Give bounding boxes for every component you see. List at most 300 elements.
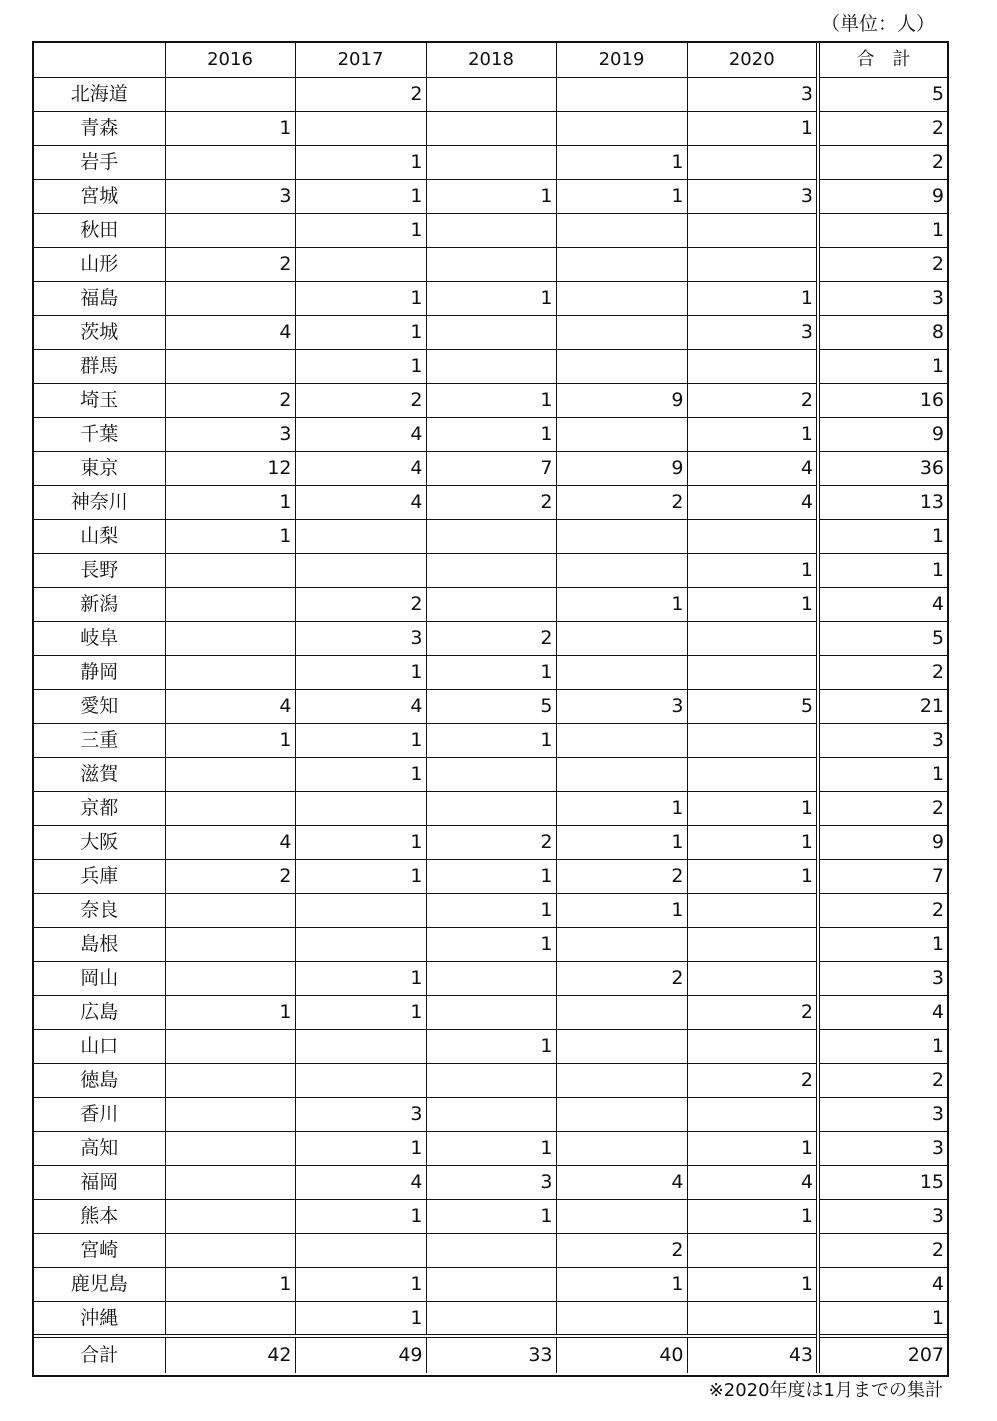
count-cell: 1 — [295, 859, 426, 893]
count-cell: 1 — [687, 553, 818, 587]
count-cell: 1 — [687, 417, 818, 451]
prefecture-name: 熊本 — [34, 1199, 165, 1233]
row-total-cell: 3 — [818, 1131, 947, 1165]
count-cell — [687, 1097, 818, 1131]
row-total-cell: 2 — [818, 247, 947, 281]
count-cell — [687, 621, 818, 655]
count-cell: 1 — [165, 723, 295, 757]
count-cell: 4 — [295, 417, 426, 451]
table-row — [34, 553, 947, 587]
prefecture-name: 山梨 — [34, 519, 165, 553]
prefecture-name: 宮城 — [34, 179, 165, 213]
count-cell: 3 — [165, 179, 295, 213]
header-cell-2020: 2020 — [687, 43, 818, 77]
row-total-cell: 2 — [818, 1233, 947, 1267]
count-cell — [165, 757, 295, 791]
count-cell: 1 — [426, 655, 556, 689]
count-cell: 2 — [556, 961, 687, 995]
count-cell — [165, 349, 295, 383]
row-total-cell: 1 — [818, 927, 947, 961]
header-cell-2016: 2016 — [165, 43, 295, 77]
prefecture-name: 東京 — [34, 451, 165, 485]
count-cell: 1 — [165, 995, 295, 1029]
table-row — [34, 1063, 947, 1097]
count-cell — [687, 1233, 818, 1267]
table-row — [34, 1131, 947, 1165]
count-cell: 4 — [687, 451, 818, 485]
count-cell: 1 — [556, 825, 687, 859]
count-cell — [295, 1029, 426, 1063]
count-cell — [426, 1301, 556, 1336]
prefecture-name: 千葉 — [34, 417, 165, 451]
count-cell: 4 — [687, 1165, 818, 1199]
count-cell: 1 — [426, 417, 556, 451]
row-total-cell: 1 — [818, 1301, 947, 1336]
count-cell: 3 — [426, 1165, 556, 1199]
count-cell: 4 — [295, 1165, 426, 1199]
prefecture-name: 福岡 — [34, 1165, 165, 1199]
count-cell — [295, 791, 426, 825]
count-cell — [556, 111, 687, 145]
header-cell-2017: 2017 — [295, 43, 426, 77]
count-cell — [687, 349, 818, 383]
prefecture-name: 京都 — [34, 791, 165, 825]
totals-row — [34, 1336, 947, 1373]
column-total-cell: 49 — [295, 1336, 426, 1373]
count-cell — [426, 111, 556, 145]
row-total-cell: 9 — [818, 417, 947, 451]
count-cell: 5 — [426, 689, 556, 723]
count-cell — [556, 1029, 687, 1063]
count-cell: 2 — [556, 1233, 687, 1267]
count-cell — [426, 1233, 556, 1267]
count-cell — [556, 77, 687, 111]
count-cell — [426, 519, 556, 553]
count-cell: 1 — [556, 791, 687, 825]
count-cell: 1 — [556, 179, 687, 213]
count-cell — [556, 621, 687, 655]
row-total-cell: 4 — [818, 1267, 947, 1301]
prefecture-name: 広島 — [34, 995, 165, 1029]
count-cell: 3 — [687, 315, 818, 349]
count-cell — [165, 1301, 295, 1336]
count-cell: 1 — [687, 791, 818, 825]
count-cell — [426, 1267, 556, 1301]
row-total-cell: 2 — [818, 893, 947, 927]
count-cell — [426, 1063, 556, 1097]
table-row — [34, 417, 947, 451]
table-row — [34, 1165, 947, 1199]
count-cell — [165, 655, 295, 689]
count-cell: 1 — [295, 1199, 426, 1233]
count-cell: 1 — [295, 213, 426, 247]
count-cell — [687, 1029, 818, 1063]
count-cell: 1 — [687, 1267, 818, 1301]
row-total-cell: 2 — [818, 791, 947, 825]
count-cell: 3 — [295, 1097, 426, 1131]
count-cell — [426, 791, 556, 825]
prefecture-name: 岩手 — [34, 145, 165, 179]
table-row — [34, 315, 947, 349]
count-cell — [295, 247, 426, 281]
prefecture-name: 神奈川 — [34, 485, 165, 519]
count-cell: 1 — [556, 893, 687, 927]
table-row — [34, 587, 947, 621]
count-cell — [165, 1199, 295, 1233]
prefecture-name: 島根 — [34, 927, 165, 961]
grand-total-cell: 207 — [818, 1336, 947, 1373]
row-total-cell: 1 — [818, 1029, 947, 1063]
count-cell: 1 — [687, 587, 818, 621]
row-total-cell: 4 — [818, 587, 947, 621]
row-total-cell: 2 — [818, 111, 947, 145]
row-total-cell: 3 — [818, 1097, 947, 1131]
count-cell — [556, 1063, 687, 1097]
row-total-cell: 13 — [818, 485, 947, 519]
prefecture-name: 岐阜 — [34, 621, 165, 655]
table-row — [34, 247, 947, 281]
count-cell: 4 — [295, 689, 426, 723]
count-cell — [556, 315, 687, 349]
table-row — [34, 451, 947, 485]
prefecture-name: 香川 — [34, 1097, 165, 1131]
row-total-cell: 16 — [818, 383, 947, 417]
count-cell: 1 — [687, 825, 818, 859]
row-total-cell: 3 — [818, 281, 947, 315]
prefecture-name: 沖縄 — [34, 1301, 165, 1336]
count-cell: 1 — [556, 1267, 687, 1301]
prefecture-name: 大阪 — [34, 825, 165, 859]
row-total-cell: 3 — [818, 961, 947, 995]
count-cell — [556, 1301, 687, 1336]
column-total-cell: 33 — [426, 1336, 556, 1373]
count-cell: 1 — [687, 111, 818, 145]
prefecture-name: 静岡 — [34, 655, 165, 689]
count-cell — [165, 1029, 295, 1063]
count-cell — [556, 723, 687, 757]
prefecture-name: 三重 — [34, 723, 165, 757]
unit-label: （単位：人） — [820, 13, 935, 35]
count-cell: 1 — [556, 587, 687, 621]
count-cell: 5 — [687, 689, 818, 723]
count-cell — [295, 1063, 426, 1097]
count-cell — [426, 349, 556, 383]
count-cell: 2 — [165, 247, 295, 281]
count-cell — [556, 655, 687, 689]
count-cell — [556, 281, 687, 315]
count-cell — [556, 213, 687, 247]
count-cell: 2 — [165, 383, 295, 417]
count-cell — [556, 349, 687, 383]
table-row — [34, 1029, 947, 1063]
row-total-cell: 36 — [818, 451, 947, 485]
table-row — [34, 655, 947, 689]
header-cell-2019: 2019 — [556, 43, 687, 77]
count-cell: 4 — [687, 485, 818, 519]
count-cell: 1 — [426, 1029, 556, 1063]
count-cell: 2 — [556, 485, 687, 519]
count-cell — [165, 1233, 295, 1267]
count-cell: 2 — [295, 77, 426, 111]
table-row — [34, 961, 947, 995]
prefecture-name: 秋田 — [34, 213, 165, 247]
count-cell — [556, 247, 687, 281]
count-cell: 1 — [165, 519, 295, 553]
table-row — [34, 145, 947, 179]
row-total-cell: 2 — [818, 655, 947, 689]
count-cell: 9 — [556, 451, 687, 485]
column-total-cell: 43 — [687, 1336, 818, 1373]
count-cell — [165, 553, 295, 587]
table-row — [34, 281, 947, 315]
count-cell: 1 — [687, 281, 818, 315]
count-cell: 4 — [556, 1165, 687, 1199]
count-cell: 3 — [687, 179, 818, 213]
row-total-cell: 9 — [818, 179, 947, 213]
count-cell — [165, 1131, 295, 1165]
count-cell: 2 — [426, 825, 556, 859]
row-total-cell: 15 — [818, 1165, 947, 1199]
count-cell: 3 — [556, 689, 687, 723]
count-cell — [295, 111, 426, 145]
table-row — [34, 213, 947, 247]
count-cell: 1 — [295, 723, 426, 757]
count-cell — [426, 553, 556, 587]
count-cell — [165, 791, 295, 825]
prefecture-name: 埼玉 — [34, 383, 165, 417]
count-cell: 1 — [687, 1131, 818, 1165]
count-cell: 1 — [295, 179, 426, 213]
count-cell: 2 — [687, 995, 818, 1029]
table-row — [34, 1233, 947, 1267]
count-cell: 1 — [426, 723, 556, 757]
table-row — [34, 757, 947, 791]
count-cell — [295, 893, 426, 927]
row-total-cell: 1 — [818, 519, 947, 553]
count-cell — [426, 213, 556, 247]
table-row — [34, 689, 947, 723]
header-cell-2018: 2018 — [426, 43, 556, 77]
row-total-cell: 4 — [818, 995, 947, 1029]
count-cell — [426, 961, 556, 995]
table-row — [34, 859, 947, 893]
count-cell: 1 — [295, 757, 426, 791]
table-row — [34, 1199, 947, 1233]
row-total-cell: 5 — [818, 621, 947, 655]
count-cell: 1 — [295, 1267, 426, 1301]
header-cell-total: 合 計 — [818, 43, 947, 77]
header-cell-blank — [34, 43, 165, 77]
count-cell — [295, 519, 426, 553]
count-cell: 2 — [165, 859, 295, 893]
count-cell: 1 — [295, 1131, 426, 1165]
count-cell: 1 — [295, 315, 426, 349]
prefecture-name: 奈良 — [34, 893, 165, 927]
count-cell — [556, 1199, 687, 1233]
count-cell — [687, 893, 818, 927]
column-total-cell: 40 — [556, 1336, 687, 1373]
prefecture-name: 新潟 — [34, 587, 165, 621]
prefecture-name: 茨城 — [34, 315, 165, 349]
count-cell — [165, 77, 295, 111]
count-cell: 9 — [556, 383, 687, 417]
table-row — [34, 77, 947, 111]
table-row — [34, 1267, 947, 1301]
count-cell — [556, 519, 687, 553]
count-cell — [687, 961, 818, 995]
prefecture-name: 宮崎 — [34, 1233, 165, 1267]
count-cell: 4 — [165, 825, 295, 859]
count-cell — [687, 757, 818, 791]
count-cell — [687, 1301, 818, 1336]
count-cell: 1 — [165, 485, 295, 519]
count-cell — [426, 995, 556, 1029]
table-row — [34, 723, 947, 757]
prefecture-name: 北海道 — [34, 77, 165, 111]
count-cell — [165, 893, 295, 927]
count-cell — [426, 315, 556, 349]
prefecture-name: 群馬 — [34, 349, 165, 383]
table-row — [34, 383, 947, 417]
column-total-cell: 42 — [165, 1336, 295, 1373]
row-total-cell: 8 — [818, 315, 947, 349]
count-cell — [426, 1097, 556, 1131]
count-cell — [687, 723, 818, 757]
row-total-cell: 7 — [818, 859, 947, 893]
count-cell — [426, 757, 556, 791]
table-row — [34, 349, 947, 383]
prefecture-name: 愛知 — [34, 689, 165, 723]
prefecture-name: 山口 — [34, 1029, 165, 1063]
count-cell: 1 — [426, 383, 556, 417]
count-cell: 2 — [295, 383, 426, 417]
count-cell: 4 — [165, 689, 295, 723]
count-cell: 1 — [295, 1301, 426, 1336]
totals-label: 合計 — [34, 1336, 165, 1373]
row-total-cell: 21 — [818, 689, 947, 723]
prefecture-name: 福島 — [34, 281, 165, 315]
row-total-cell: 1 — [818, 213, 947, 247]
count-cell: 3 — [165, 417, 295, 451]
count-cell: 1 — [426, 927, 556, 961]
count-cell: 1 — [295, 145, 426, 179]
count-cell: 1 — [165, 111, 295, 145]
row-total-cell: 5 — [818, 77, 947, 111]
count-cell — [165, 1097, 295, 1131]
header-row — [34, 43, 947, 77]
count-cell — [687, 213, 818, 247]
count-cell — [426, 587, 556, 621]
count-cell — [165, 281, 295, 315]
footnote: ※2020年度は1月までの集計 — [708, 1380, 943, 1401]
table-row — [34, 927, 947, 961]
row-total-cell: 1 — [818, 349, 947, 383]
row-total-cell: 1 — [818, 553, 947, 587]
count-cell: 1 — [426, 1199, 556, 1233]
count-cell: 4 — [295, 451, 426, 485]
prefecture-name: 青森 — [34, 111, 165, 145]
count-cell — [165, 1165, 295, 1199]
table-row — [34, 995, 947, 1029]
count-cell: 1 — [426, 179, 556, 213]
count-cell: 1 — [295, 281, 426, 315]
prefecture-name: 兵庫 — [34, 859, 165, 893]
table-row — [34, 1097, 947, 1131]
row-total-cell: 1 — [818, 757, 947, 791]
count-cell: 4 — [295, 485, 426, 519]
count-cell: 12 — [165, 451, 295, 485]
count-cell — [295, 927, 426, 961]
count-cell: 1 — [426, 1131, 556, 1165]
table-row — [34, 111, 947, 145]
count-cell — [556, 1097, 687, 1131]
count-cell: 2 — [687, 1063, 818, 1097]
prefecture-name: 岡山 — [34, 961, 165, 995]
prefecture-name: 鹿児島 — [34, 1267, 165, 1301]
prefecture-name: 徳島 — [34, 1063, 165, 1097]
count-cell: 3 — [687, 77, 818, 111]
count-cell — [165, 587, 295, 621]
row-total-cell: 9 — [818, 825, 947, 859]
count-cell: 3 — [295, 621, 426, 655]
table-row — [34, 893, 947, 927]
count-cell: 1 — [556, 145, 687, 179]
count-cell — [165, 1063, 295, 1097]
count-cell: 1 — [295, 995, 426, 1029]
count-cell: 2 — [426, 621, 556, 655]
row-total-cell: 2 — [818, 145, 947, 179]
count-cell: 2 — [556, 859, 687, 893]
row-total-cell: 3 — [818, 723, 947, 757]
count-cell — [556, 553, 687, 587]
table-row — [34, 179, 947, 213]
count-cell: 1 — [426, 859, 556, 893]
count-cell — [687, 145, 818, 179]
row-total-cell: 2 — [818, 1063, 947, 1097]
prefecture-name: 滋賀 — [34, 757, 165, 791]
count-cell: 4 — [165, 315, 295, 349]
table-row — [34, 791, 947, 825]
row-total-cell: 3 — [818, 1199, 947, 1233]
count-cell: 1 — [295, 825, 426, 859]
count-cell — [165, 961, 295, 995]
count-cell — [165, 927, 295, 961]
count-cell: 1 — [295, 961, 426, 995]
count-cell: 2 — [295, 587, 426, 621]
count-cell: 1 — [426, 893, 556, 927]
count-cell — [295, 1233, 426, 1267]
count-cell: 7 — [426, 451, 556, 485]
count-cell — [295, 553, 426, 587]
table-row — [34, 825, 947, 859]
count-cell — [687, 247, 818, 281]
count-cell: 1 — [687, 1199, 818, 1233]
prefecture-table — [34, 43, 947, 1373]
count-cell — [687, 655, 818, 689]
count-cell — [687, 519, 818, 553]
count-cell: 2 — [687, 383, 818, 417]
count-cell — [165, 213, 295, 247]
count-cell — [687, 927, 818, 961]
table-row — [34, 1301, 947, 1336]
prefecture-name: 山形 — [34, 247, 165, 281]
count-cell — [556, 927, 687, 961]
count-cell — [426, 247, 556, 281]
count-cell: 1 — [165, 1267, 295, 1301]
count-cell — [165, 621, 295, 655]
prefecture-name: 長野 — [34, 553, 165, 587]
count-cell — [165, 145, 295, 179]
